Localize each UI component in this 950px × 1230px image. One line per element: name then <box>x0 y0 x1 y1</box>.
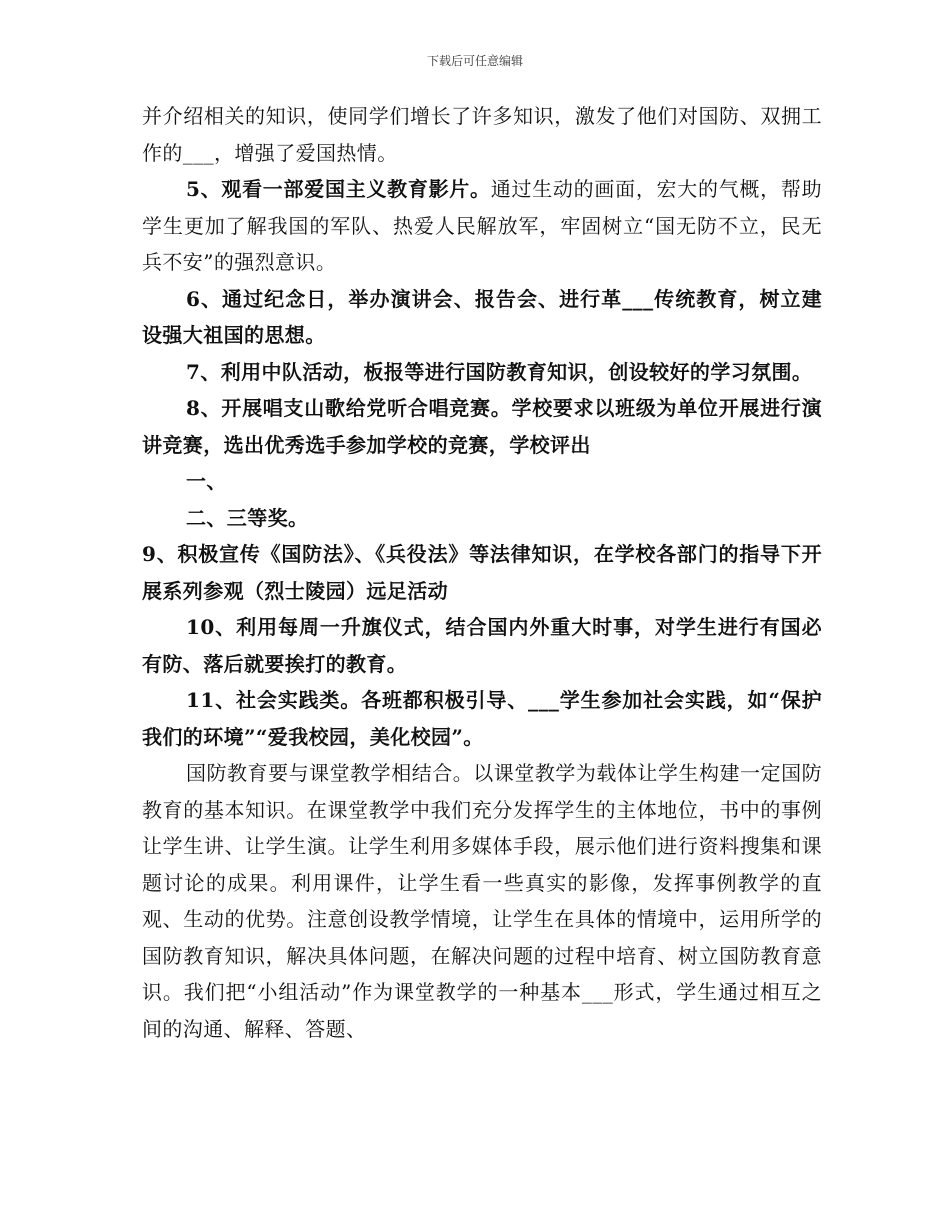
paragraph-text: 并介绍相关的知识，使同学们增长了许多知识，激发了他们对国防、双拥工作的___，增强了爱国热情。 <box>142 104 822 165</box>
paragraph-text: 国防教育要与课堂教学相结合。以课堂教学为载体让学生构建一定国防教育的基本知识。在课堂教学中我们充分发挥学生的主体地位，书中的事例让学生讲、让学生演。让学生利用多媒体手段，展示他们进行资料搜集和课题讨论的成果。利用课件，让学生看一些真实的影像，发挥事例教学的直观、生动的优势。注意创设教学情境，让学生在具体的情境中，运用所学的国防教育知识，解决具体问题，在解决问题的过程中培育、树立国防教育意识。我们把“小组活动”作为课堂教学的一种基本___形式，学生通过相互之间的沟通、解释、答题、 <box>142 761 822 1041</box>
paragraph-classroom <box>142 755 822 1047</box>
paragraph-heading: 6、通过纪念日，举办演讲会、报告会、进行革___传统教育，树立建设强大祖国的思想。 <box>142 286 822 347</box>
paragraph-heading: 二、三等奖。 <box>186 505 309 530</box>
paragraph-item-10 <box>142 609 822 682</box>
paragraph-item-7 <box>142 354 822 391</box>
paragraph-heading: 9、积极宣传《国防法》、《兵役法》等法律知识，在学校各部门的指导下开展系列参观（烈士陵园）远足活动 <box>142 542 822 603</box>
paragraph-heading: 11、社会实践类。各班都积极引导、___学生参加社会实践，如“保护我们的环境”“爱我校园，美化校园”。 <box>142 688 822 749</box>
paragraph-text: 通过生动的画面，宏大的气概，帮助学生更加了解我国的军队、热爱人民解放军，牢固树立“国无防不立，民无兵不安”的强烈意识。 <box>142 177 823 274</box>
paragraph-item-11 <box>142 682 822 755</box>
paragraph-item-6 <box>142 281 822 354</box>
paragraph-heading: 一、 <box>186 469 227 493</box>
document-body <box>142 98 822 1047</box>
page-header: 下载后可任意编辑 <box>426 54 523 68</box>
paragraph-heading: 10、利用每周一升旗仪式，结合国内外重大时事，对学生进行有国必有防、落后就要挨打的教育。 <box>142 615 822 676</box>
paragraph-item-5 <box>142 171 822 281</box>
paragraph-heading: 7、利用中队活动，板报等进行国防教育知识，创设较好的学习氛围。 <box>186 359 813 384</box>
paragraph-item-8-first <box>142 463 822 500</box>
paragraph-heading: 5、观看一部爱国主义教育影片。 <box>186 177 491 201</box>
paragraph-item-8-second <box>142 500 822 537</box>
paragraph-item-8 <box>142 390 822 463</box>
paragraph-item-9 <box>142 536 822 609</box>
paragraph-heading: 8、开展唱支山歌给党听合唱竞赛。学校要求以班级为单位开展进行演讲竞赛，选出优秀选手参加学校的竞赛，学校评出 <box>142 396 822 457</box>
paragraph-continuation <box>142 98 822 171</box>
